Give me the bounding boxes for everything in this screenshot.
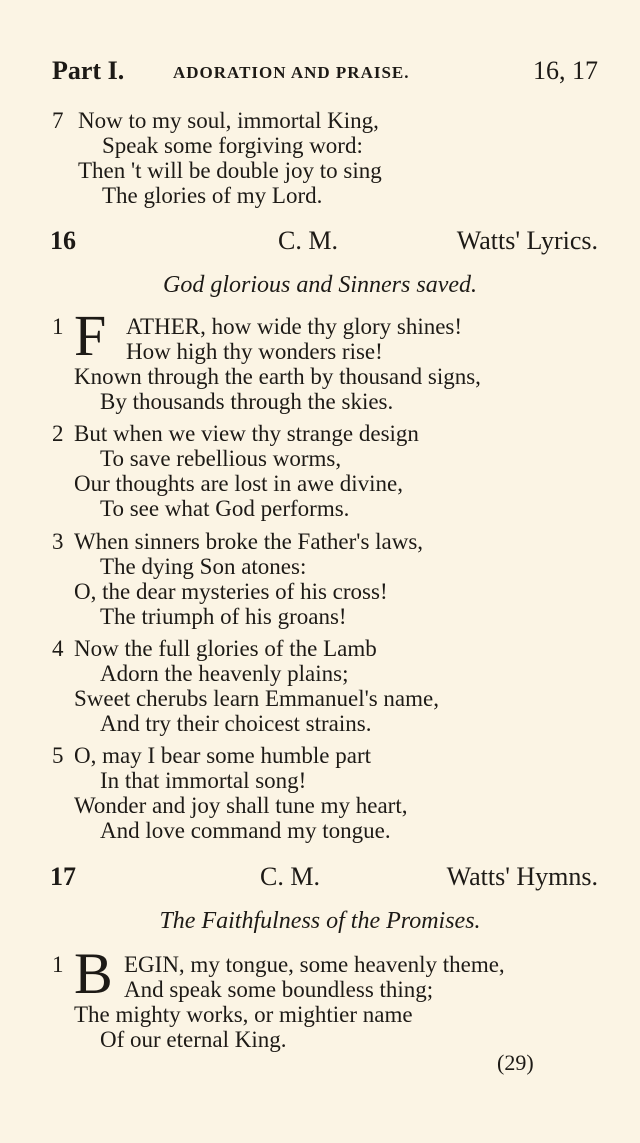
verse-number: 5 bbox=[52, 743, 64, 768]
part-label: Part I. bbox=[52, 56, 125, 85]
verse-line: O, may I bear some humble part bbox=[74, 743, 371, 768]
verse-line: EGIN, my tongue, some heavenly theme, bbox=[124, 952, 505, 977]
verse-number: 1 bbox=[52, 314, 64, 339]
running-header bbox=[52, 56, 598, 88]
verse-line: ATHER, how wide thy glory shines! bbox=[126, 314, 463, 339]
verse-line: In that immortal song! bbox=[100, 768, 307, 793]
verse-line: To see what God performs. bbox=[100, 496, 350, 521]
hymn-source: Watts' Lyrics. bbox=[456, 226, 598, 255]
verse-number: 3 bbox=[52, 529, 64, 554]
verse-line: Of our eternal King. bbox=[100, 1027, 287, 1052]
verse-line: And love command my tongue. bbox=[100, 818, 391, 843]
hymn-heading bbox=[50, 862, 598, 894]
hymn-title: God glorious and Sinners saved. bbox=[163, 272, 477, 298]
hymn-number: 17 bbox=[50, 862, 76, 891]
verse-line: Then 't will be double joy to sing bbox=[78, 158, 382, 183]
verse-number: 1 bbox=[52, 952, 64, 977]
hymn-source: Watts' Hymns. bbox=[446, 862, 598, 891]
verse-line: Known through the earth by thousand signs, bbox=[74, 364, 481, 389]
verse-line: The glories of my Lord. bbox=[102, 183, 323, 208]
verse-line: Now to my soul, immortal King, bbox=[78, 108, 379, 133]
verse-line: And speak some boundless thing; bbox=[124, 977, 434, 1002]
verse-line: Adorn the heavenly plains; bbox=[100, 661, 349, 686]
page-number: (29) bbox=[497, 1050, 534, 1075]
verse-line: The triumph of his groans! bbox=[100, 604, 347, 629]
verse-line: Speak some forgiving word: bbox=[102, 133, 363, 158]
hymn-title: The Faithfulness of the Promises. bbox=[159, 908, 481, 934]
verse-line: And try their choicest strains. bbox=[100, 711, 372, 736]
drop-cap: B bbox=[74, 941, 113, 1006]
verse-line: Our thoughts are lost in awe divine, bbox=[74, 471, 403, 496]
verse-line: The mighty works, or mightier name bbox=[74, 1002, 413, 1027]
verse-line: Wonder and joy shall tune my heart, bbox=[74, 793, 408, 818]
verse-line: Sweet cherubs learn Emmanuel's name, bbox=[74, 686, 439, 711]
hymn-number: 16 bbox=[50, 226, 76, 255]
verse-line: How high thy wonders rise! bbox=[126, 339, 383, 364]
verse-line: The dying Son atones: bbox=[100, 554, 307, 579]
verse-number: 4 bbox=[52, 636, 64, 661]
verse-line: But when we view thy strange design bbox=[74, 421, 419, 446]
section-title: ADORATION AND PRAISE. bbox=[173, 63, 410, 82]
hymn-heading bbox=[50, 226, 598, 258]
hymn-range: 16, 17 bbox=[533, 56, 598, 85]
verse-number: 7 bbox=[52, 108, 64, 133]
hymn-meter: C. M. bbox=[278, 226, 338, 255]
verse-number: 2 bbox=[52, 421, 64, 446]
verse-line: When sinners broke the Father's laws, bbox=[74, 529, 424, 554]
drop-cap: F bbox=[74, 303, 107, 368]
verse-line: Now the full glories of the Lamb bbox=[74, 636, 377, 661]
verse-line: To save rebellious worms, bbox=[100, 446, 342, 471]
verse-line: O, the dear mysteries of his cross! bbox=[74, 579, 388, 604]
hymn-meter: C. M. bbox=[260, 862, 320, 891]
verse-line: By thousands through the skies. bbox=[100, 389, 394, 414]
